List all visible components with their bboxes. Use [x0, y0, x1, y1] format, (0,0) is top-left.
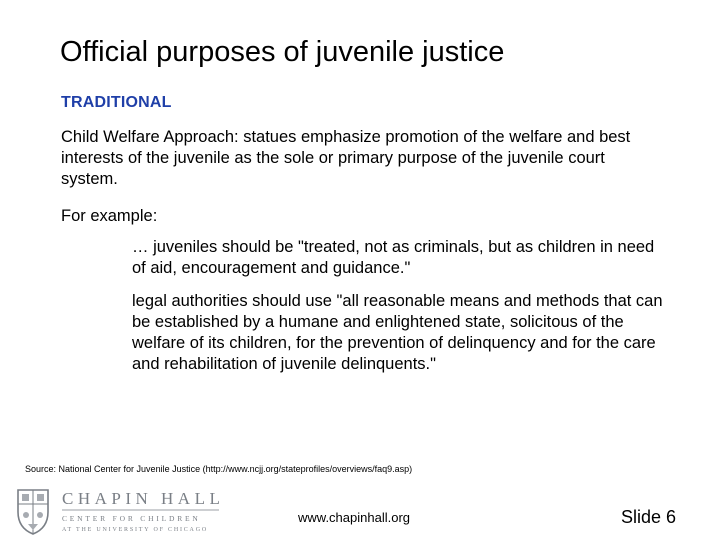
- body-paragraph: Child Welfare Approach: statues emphasize promotion of the welfare and best interests of the juvenile as the sole or primary purpose of the juvenile court system.: [61, 128, 631, 188]
- logo-tagline-1: CENTER FOR CHILDREN: [62, 514, 201, 523]
- slide-number: Slide 6: [621, 507, 677, 527]
- example-label: For example:: [61, 207, 158, 225]
- source-citation: Source: National Center for Juvenile Justice (http://www.ncjj.org/stateprofiles/overviews/faq9.asp): [25, 464, 413, 474]
- section-label: TRADITIONAL: [61, 94, 172, 111]
- chapin-hall-logo: [14, 484, 224, 536]
- quote-2: legal authorities should use "all reasonable means and methods that can be established by a humane and enlightened state, solicitous of the welfare of its children, for the prevention of delinquency and for the care and rehabilitation of juvenile delinquents.": [132, 292, 663, 373]
- slide-title: Official purposes of juvenile justice: [60, 36, 505, 68]
- logo-tagline-2: AT THE UNIVERSITY OF CHICAGO: [62, 527, 208, 533]
- quote-1: … juveniles should be "treated, not as criminals, but as children in need of aid, encouragement and guidance.": [132, 238, 655, 277]
- website-link[interactable]: www.chapinhall.org: [298, 510, 411, 525]
- university-crest-icon: [18, 490, 48, 534]
- logo-graphic: [14, 484, 224, 536]
- logo-name: CHAPIN HALL: [62, 489, 224, 508]
